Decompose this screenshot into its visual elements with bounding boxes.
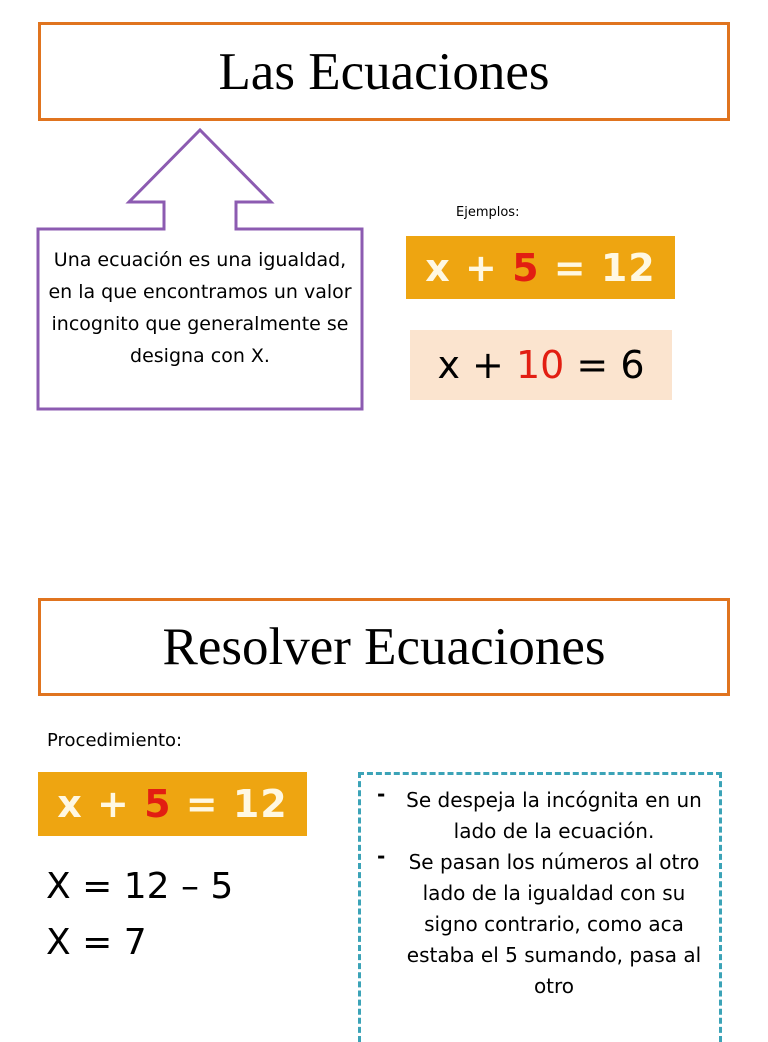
eq2-post: = 6	[564, 343, 645, 387]
eq3-number: 5	[144, 782, 172, 826]
step-item	[371, 844, 713, 1002]
title-text: Las Ecuaciones	[218, 42, 550, 101]
eq2-pre: x +	[437, 343, 516, 387]
eq3-post: = 12	[171, 782, 288, 826]
title-text: Resolver Ecuaciones	[162, 618, 606, 676]
steps-box	[358, 772, 722, 1042]
eq2-number: 10	[515, 343, 565, 387]
procedure-equation	[38, 772, 307, 836]
step-item	[371, 782, 713, 847]
eq1-post: = 12	[539, 245, 656, 290]
step-text: Se despeja la incógnita en un lado de la ecuación.	[406, 788, 702, 843]
procedure-label: Procedimiento:	[47, 730, 183, 751]
example-equation-2	[410, 330, 672, 400]
solution-line-2: X = 7	[46, 922, 147, 963]
eq1-number: 5	[512, 245, 540, 290]
step-text: Se pasan los números al otro lado de la igualdad con su signo contrario, como aca estaba el 5 sumando, pasa al otro	[406, 850, 702, 998]
eq3-pre: x +	[57, 782, 145, 826]
examples-label: Ejemplos:	[456, 205, 520, 220]
eq1-pre: x +	[425, 245, 513, 290]
title-resolver-ecuaciones	[38, 598, 730, 696]
definition-text: Una ecuación es una igualdad, en la que encontramos un valor incognito que generalmente se designa con X.	[48, 249, 352, 367]
example-equation-1	[406, 236, 675, 299]
solution-line-1: X = 12 – 5	[46, 866, 234, 907]
bullet-dash: -	[377, 844, 386, 868]
title-las-ecuaciones	[38, 22, 730, 121]
bullet-dash: -	[377, 782, 386, 806]
